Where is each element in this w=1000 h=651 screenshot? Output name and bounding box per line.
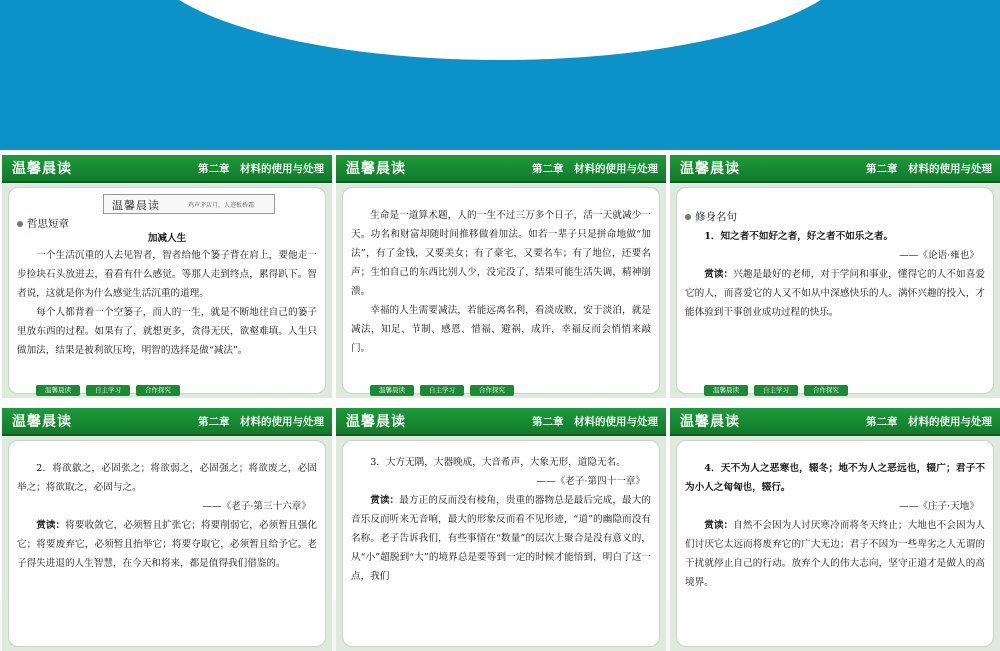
section-heading-text: 修身名句 bbox=[695, 211, 737, 223]
nav-buttons bbox=[36, 385, 180, 396]
slide-thumbnail-5[interactable] bbox=[336, 408, 666, 651]
slide-header bbox=[670, 155, 1000, 183]
slide-body bbox=[17, 459, 317, 573]
article-title: 加减人生 bbox=[147, 233, 187, 244]
slide-chapter-label: 第二章 材料的使用与处理 bbox=[532, 163, 658, 175]
slide-content-card bbox=[342, 187, 660, 394]
slide-body bbox=[351, 453, 651, 586]
paragraph: 幸福的人生需要减法，若能远离名利，看淡成败，安于淡泊，就是减法，知足、节制、感恩、惜福、避祸，成许，幸福反而会悄悄来敲门。 bbox=[351, 305, 651, 354]
slide-content-card bbox=[342, 440, 660, 647]
section-heading-text: 哲思短章 bbox=[27, 218, 69, 230]
slide-chapter-label: 第二章 材料的使用与处理 bbox=[866, 416, 992, 428]
slide-body bbox=[351, 206, 651, 358]
nav-button-morning-reading[interactable]: 温馨晨读 bbox=[370, 385, 414, 396]
section-heading bbox=[685, 208, 985, 227]
quote-line: 3．大方无隅，大器晚成，大音希声，大象无形，道隐无名。 bbox=[370, 457, 626, 468]
bullet-icon bbox=[17, 221, 23, 227]
quote-source: ——《论语·雍也》 bbox=[899, 250, 979, 261]
top-banner bbox=[0, 0, 1000, 150]
slide-header-title: 温馨晨读 bbox=[12, 161, 72, 177]
slide-thumbnail-4[interactable] bbox=[2, 408, 332, 651]
quote-source: ——《老子·第三十六章》 bbox=[202, 501, 311, 512]
title-box-subtitle: 鸡声茅店月，人迹板桥霜 bbox=[188, 202, 255, 209]
slide-header-title: 温馨晨读 bbox=[12, 414, 72, 430]
commentary-label: 赏读： bbox=[370, 495, 400, 506]
slide-header bbox=[336, 155, 666, 183]
quote-source: ——《庄子·天地》 bbox=[899, 501, 979, 512]
commentary-text: 最方正的反而没有棱角，贵重的器物总是最后完成，最大的音乐反而听来无音响，最大的形象反而看不见形迹，“道”的幽隐而没有名称。老子告诉我们，有些事情在“数量”的层次上聚合是没有意义的，从“小”超脱到“大”的境界总是要等到一定的时候才能悟到，明白了这一点，我们 bbox=[351, 495, 652, 582]
commentary bbox=[17, 516, 317, 573]
slide-chapter-label: 第二章 材料的使用与处理 bbox=[532, 416, 658, 428]
section-heading bbox=[17, 216, 317, 232]
nav-button-cooperative-inquiry[interactable]: 合作探究 bbox=[804, 385, 848, 396]
nav-button-self-study[interactable]: 自主学习 bbox=[420, 385, 464, 396]
slide-thumbnail-2[interactable] bbox=[336, 155, 666, 398]
bullet-icon bbox=[685, 214, 691, 220]
commentary-label: 赏读： bbox=[704, 269, 734, 280]
slide-header bbox=[2, 408, 332, 436]
slide-header bbox=[670, 408, 1000, 436]
nav-button-self-study[interactable]: 自主学习 bbox=[86, 385, 130, 396]
slide-header-title: 温馨晨读 bbox=[346, 161, 406, 177]
commentary bbox=[685, 516, 985, 592]
commentary-text: 将要收敛它，必须暂且扩张它；将要削弱它，必须暂且强化它；将要废弃它，必须暂且抬举它；将要夺取它，必须暂且给予它。老子得失进退的人生智慧，在今天和将来，都是值得我们借鉴的。 bbox=[17, 520, 318, 569]
commentary-text: 兴趣是最好的老师，对于学问和事业，懂得它的人不如喜爱它的人，而喜爱它的人又不如从中深感快乐的人。满怀兴趣的投入，才能体验到干事创业成功过程的快乐。 bbox=[685, 269, 986, 318]
nav-button-morning-reading[interactable]: 温馨晨读 bbox=[36, 385, 80, 396]
slide-thumbnail-1[interactable] bbox=[2, 155, 332, 398]
slide-header bbox=[2, 155, 332, 183]
nav-buttons bbox=[704, 385, 848, 396]
quote-line: 4．天不为人之恶寒也，辍冬；地不为人之恶远也，辍广；君子不为小人之匈匈也，辍行。 bbox=[685, 463, 985, 493]
slide-thumbnail-3[interactable] bbox=[670, 155, 1000, 398]
slide-header-title: 温馨晨读 bbox=[346, 414, 406, 430]
slide-header bbox=[336, 408, 666, 436]
nav-button-cooperative-inquiry[interactable]: 合作探究 bbox=[136, 385, 180, 396]
paragraph: 每个人都背着一个空篓子，而人的一生，就是不断地往自己的篓子里放东西的过程。如果有了，就想更多，贪得无厌，欲壑难填。人生只做加法，结果是被利欲压垮，明智的选择是做“减法”。 bbox=[17, 307, 317, 356]
nav-button-self-study[interactable]: 自主学习 bbox=[754, 385, 798, 396]
commentary-label: 赏读： bbox=[704, 520, 734, 531]
nav-button-cooperative-inquiry[interactable]: 合作探究 bbox=[470, 385, 514, 396]
slide-chapter-label: 第二章 材料的使用与处理 bbox=[866, 163, 992, 175]
nav-buttons bbox=[370, 385, 514, 396]
commentary-label: 赏读： bbox=[36, 520, 66, 531]
paragraph: 一个生活沉重的人去见智者，智者给他个篓子背在肩上，要他走一步捡块石头放进去，看看有什么感觉。等那人走到终点，累得趴下。智者说，这就是你为什么感觉生活沉重的道理。 bbox=[17, 250, 317, 299]
nav-button-morning-reading[interactable]: 温馨晨读 bbox=[704, 385, 748, 396]
slide-chapter-label: 第二章 材料的使用与处理 bbox=[198, 416, 324, 428]
commentary bbox=[351, 491, 651, 586]
title-box bbox=[103, 194, 275, 214]
slide-content-card bbox=[676, 440, 994, 647]
banner-arc bbox=[145, 0, 855, 60]
slide-header-title: 温馨晨读 bbox=[680, 414, 740, 430]
slide-content-card bbox=[8, 440, 326, 647]
quote-line: 2．将欲歙之，必固张之；将欲弱之，必固强之；将欲废之，必固举之；将欲取之，必固与之。 bbox=[17, 463, 317, 493]
slide-body bbox=[685, 208, 985, 322]
title-box-text: 温馨晨读 bbox=[112, 199, 160, 212]
slide-content-card bbox=[676, 187, 994, 394]
slide-body bbox=[17, 216, 317, 360]
slide-chapter-label: 第二章 材料的使用与处理 bbox=[198, 163, 324, 175]
quote-line: 1．知之者不如好之者，好之者不如乐之者。 bbox=[704, 231, 894, 242]
slide-thumbnail-6[interactable] bbox=[670, 408, 1000, 651]
slide-content-card bbox=[8, 187, 326, 394]
slide-header-title: 温馨晨读 bbox=[680, 161, 740, 177]
commentary bbox=[685, 265, 985, 322]
quote-source: ——《老子·第四十一章》 bbox=[536, 476, 645, 487]
paragraph: 生命是一道算术题，人的一生不过三万多个日子，活一天就减少一天。功名和财富却随时间推移做着加法。如若一辈子只是拼命地做“加法”，有了金钱，又要美女；有了豪宅，又要名车；有了地位，还要名声；生怕自己的东西比别人少，没完没了，结果可能生活失调，精神崩溃。 bbox=[351, 210, 651, 297]
slide-body bbox=[685, 459, 985, 592]
commentary-text: 自然不会因为人讨厌寒冷而将冬天终止；大地也不会因为人们讨厌它太远而将废弃它的广大无边；君子不因为一些卑劣之人无谓的干扰就停止自己的行动。放弃个人的伟大志向，坚守正道才是做人的高境界。 bbox=[685, 520, 986, 588]
